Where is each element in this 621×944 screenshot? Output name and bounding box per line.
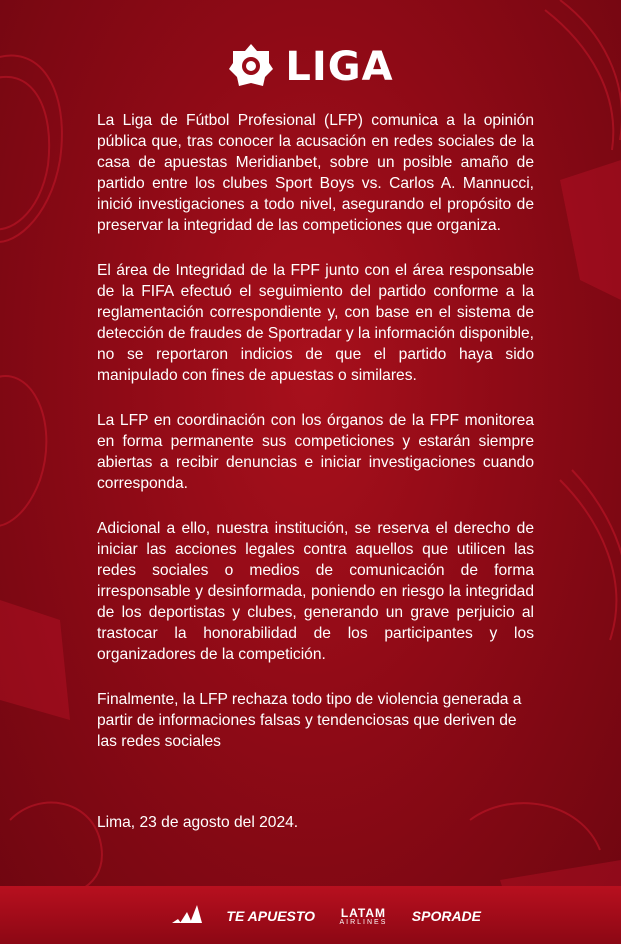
statement-paragraph-1: La Liga de Fútbol Profesional (LFP) comunica a la opinión pública que, tras conocer la acusación en redes sociales de la casa de apuestas Meridianbet, sobre un posible amaño de partido entre los clubes Sport Boys vs. Carlos A. Mannucci, inició investigaciones a todo nivel, asegurando el propósito de preservar la integridad de las competiciones que organiza. — [97, 112, 534, 234]
liga-logo — [0, 40, 621, 94]
adidas-icon — [170, 903, 202, 930]
latam-name: LATAM — [340, 905, 387, 920]
liga-wordmark: LIGA — [285, 44, 394, 90]
statement-paragraph-2: El área de Integridad de la FPF junto con el área responsable de la FIFA efectuó el seguimiento del partido conforme a la reglamentación correspondiente y, con base en el sistema de detección de fraudes de Sportradar y la información disponible, no se reportaron indicios de que el partido haya sido manipulado con fines de apuestas o similares. — [97, 262, 534, 384]
latam-logo — [339, 907, 387, 926]
statement-date: Lima, 23 de agosto del 2024. — [97, 814, 299, 831]
sponsor-bar — [0, 886, 621, 944]
statement-paragraph-3: La LFP en coordinación con los órganos de la FPF monitorea en forma permanente sus competiciones y estarán siempre abiertas a recibir denuncias e iniciar investigaciones cuando corresponda. — [97, 412, 534, 492]
statement-paragraph-4: Adicional a ello, nuestra institución, se reserva el derecho de iniciar las acciones legales contra aquellos que utilicen las redes sociales o medios de comunicación de forma irresponsable y desinformada, poniendo en riesgo la integridad de los deportistas y clubes, generando un grave perjuicio al trastocar la honorabilidad de los participantes y los organizadores de la competición. — [97, 520, 534, 663]
latam-subtitle: AIRLINES — [339, 918, 388, 926]
te-apuesto-logo: TE APUESTO — [226, 908, 316, 924]
statement-body — [97, 110, 534, 776]
liga-star-icon — [227, 41, 275, 94]
sporade-logo: SPORADE — [411, 908, 481, 924]
statement-paragraph-5: Finalmente, la LFP rechaza todo tipo de violencia generada a partir de informaciones falsas y tendenciosas que deriven de las redes sociales — [97, 691, 522, 750]
